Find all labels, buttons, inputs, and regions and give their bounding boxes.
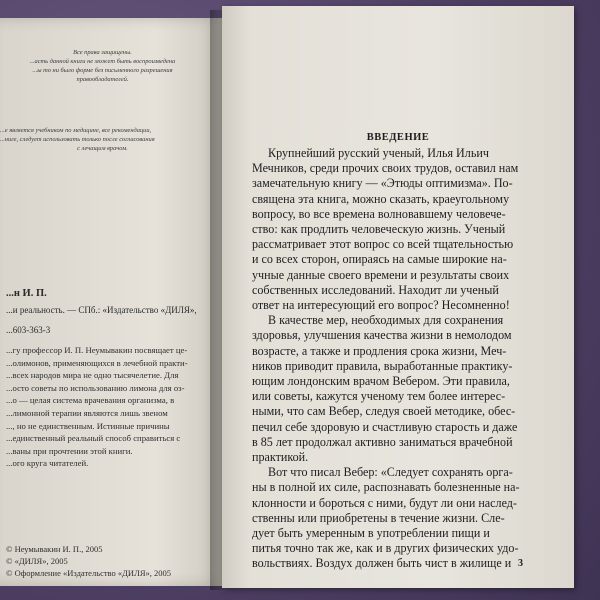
author-heading: ...н И. П. bbox=[6, 288, 47, 299]
right-page bbox=[222, 6, 574, 588]
bibliographic-block bbox=[0, 288, 210, 335]
chapter-title: ВВЕДЕНИЕ bbox=[366, 132, 430, 143]
copyright-notice: Все права защищены. ...асть данной книги не может быть воспроизведена ...ы то ни было форме без письменного разрешения правообладателей. bbox=[29, 49, 176, 83]
copyright-list: © Неумывакин И. П., 2005 © «ДИЛЯ», 2005 © Оформление «Издательство «ДИЛЯ», 2005 bbox=[6, 544, 172, 578]
chapter-body: Крупнейший русский ученый, Илья Ильич Мечников, среди прочих своих трудов, оставил нам замечательную книгу — «Этюды оптимизма». По- священа эта книга, можно сказать, краеугольному вопросу, во все времена волновавшему человече- ство: как продлить человеческую жизнь. Ученый рассматривает этот вопрос со всей тщательностью и со всех сторон, опираясь на самые широкие на- учные данные своего времени и результаты своих собственных исследований. Находит ли ученый ответ на интересующий его вопрос? Несомненно! В качестве мер, необходимых для сохранения здоровья, улучшения качества жизни в немолодом возрасте, а также и продления срока жизни, Меч- ников приводит правила, выработанные практику- ющим лондонским врачом Вебером. Эти правила, или советы, кажутся ученому тем более интерес- ными, что сам Вебер, следуя своей методике, обес- печил себе здоровую и счастливую старость и даже в 85 лет продолжал активно заниматься врачебной практикой. Вот что писал Вебер: «Следует сохранять орга- ны в полной их силе, распознавать болезненные на- клонности и бороться с ними, будут ли они наслед- ственны или приобретены в течение жизни. Сле- дует быть умеренным в употреблении пищи и питья точно так же, как и в других физических удо- вольствиях. Воздух должен быть чист в жилище и bbox=[252, 146, 520, 571]
isbn: ...603-363-3 bbox=[6, 325, 51, 335]
abstract: ...гу профессор И. П. Неумывакин посвящает це- ...олимонов, применяющихся в лечебной практи- ...всех народов мира не одно тысячелетие. Для ...осто советы по использованию лимона для оз- ...о — целая система врачевания организма, в ...лимонной терапии являются лишь звеном ..., но не единственным. Истинные причины ...единственный реальный способ справиться с ...ваны при прочтении этой книги. ...ого круга читателей. bbox=[6, 345, 188, 469]
bibliographic-line: ...и реальность. — СПб.: «Издательство «ДИЛЯ», bbox=[6, 305, 197, 315]
medical-note: ...е является учебником по медицине, все рекомендации, ...ниге, следует использовать только после согласования с лечащим врачом. bbox=[0, 127, 155, 152]
left-page bbox=[0, 18, 222, 586]
page-number: 3 bbox=[518, 558, 523, 569]
